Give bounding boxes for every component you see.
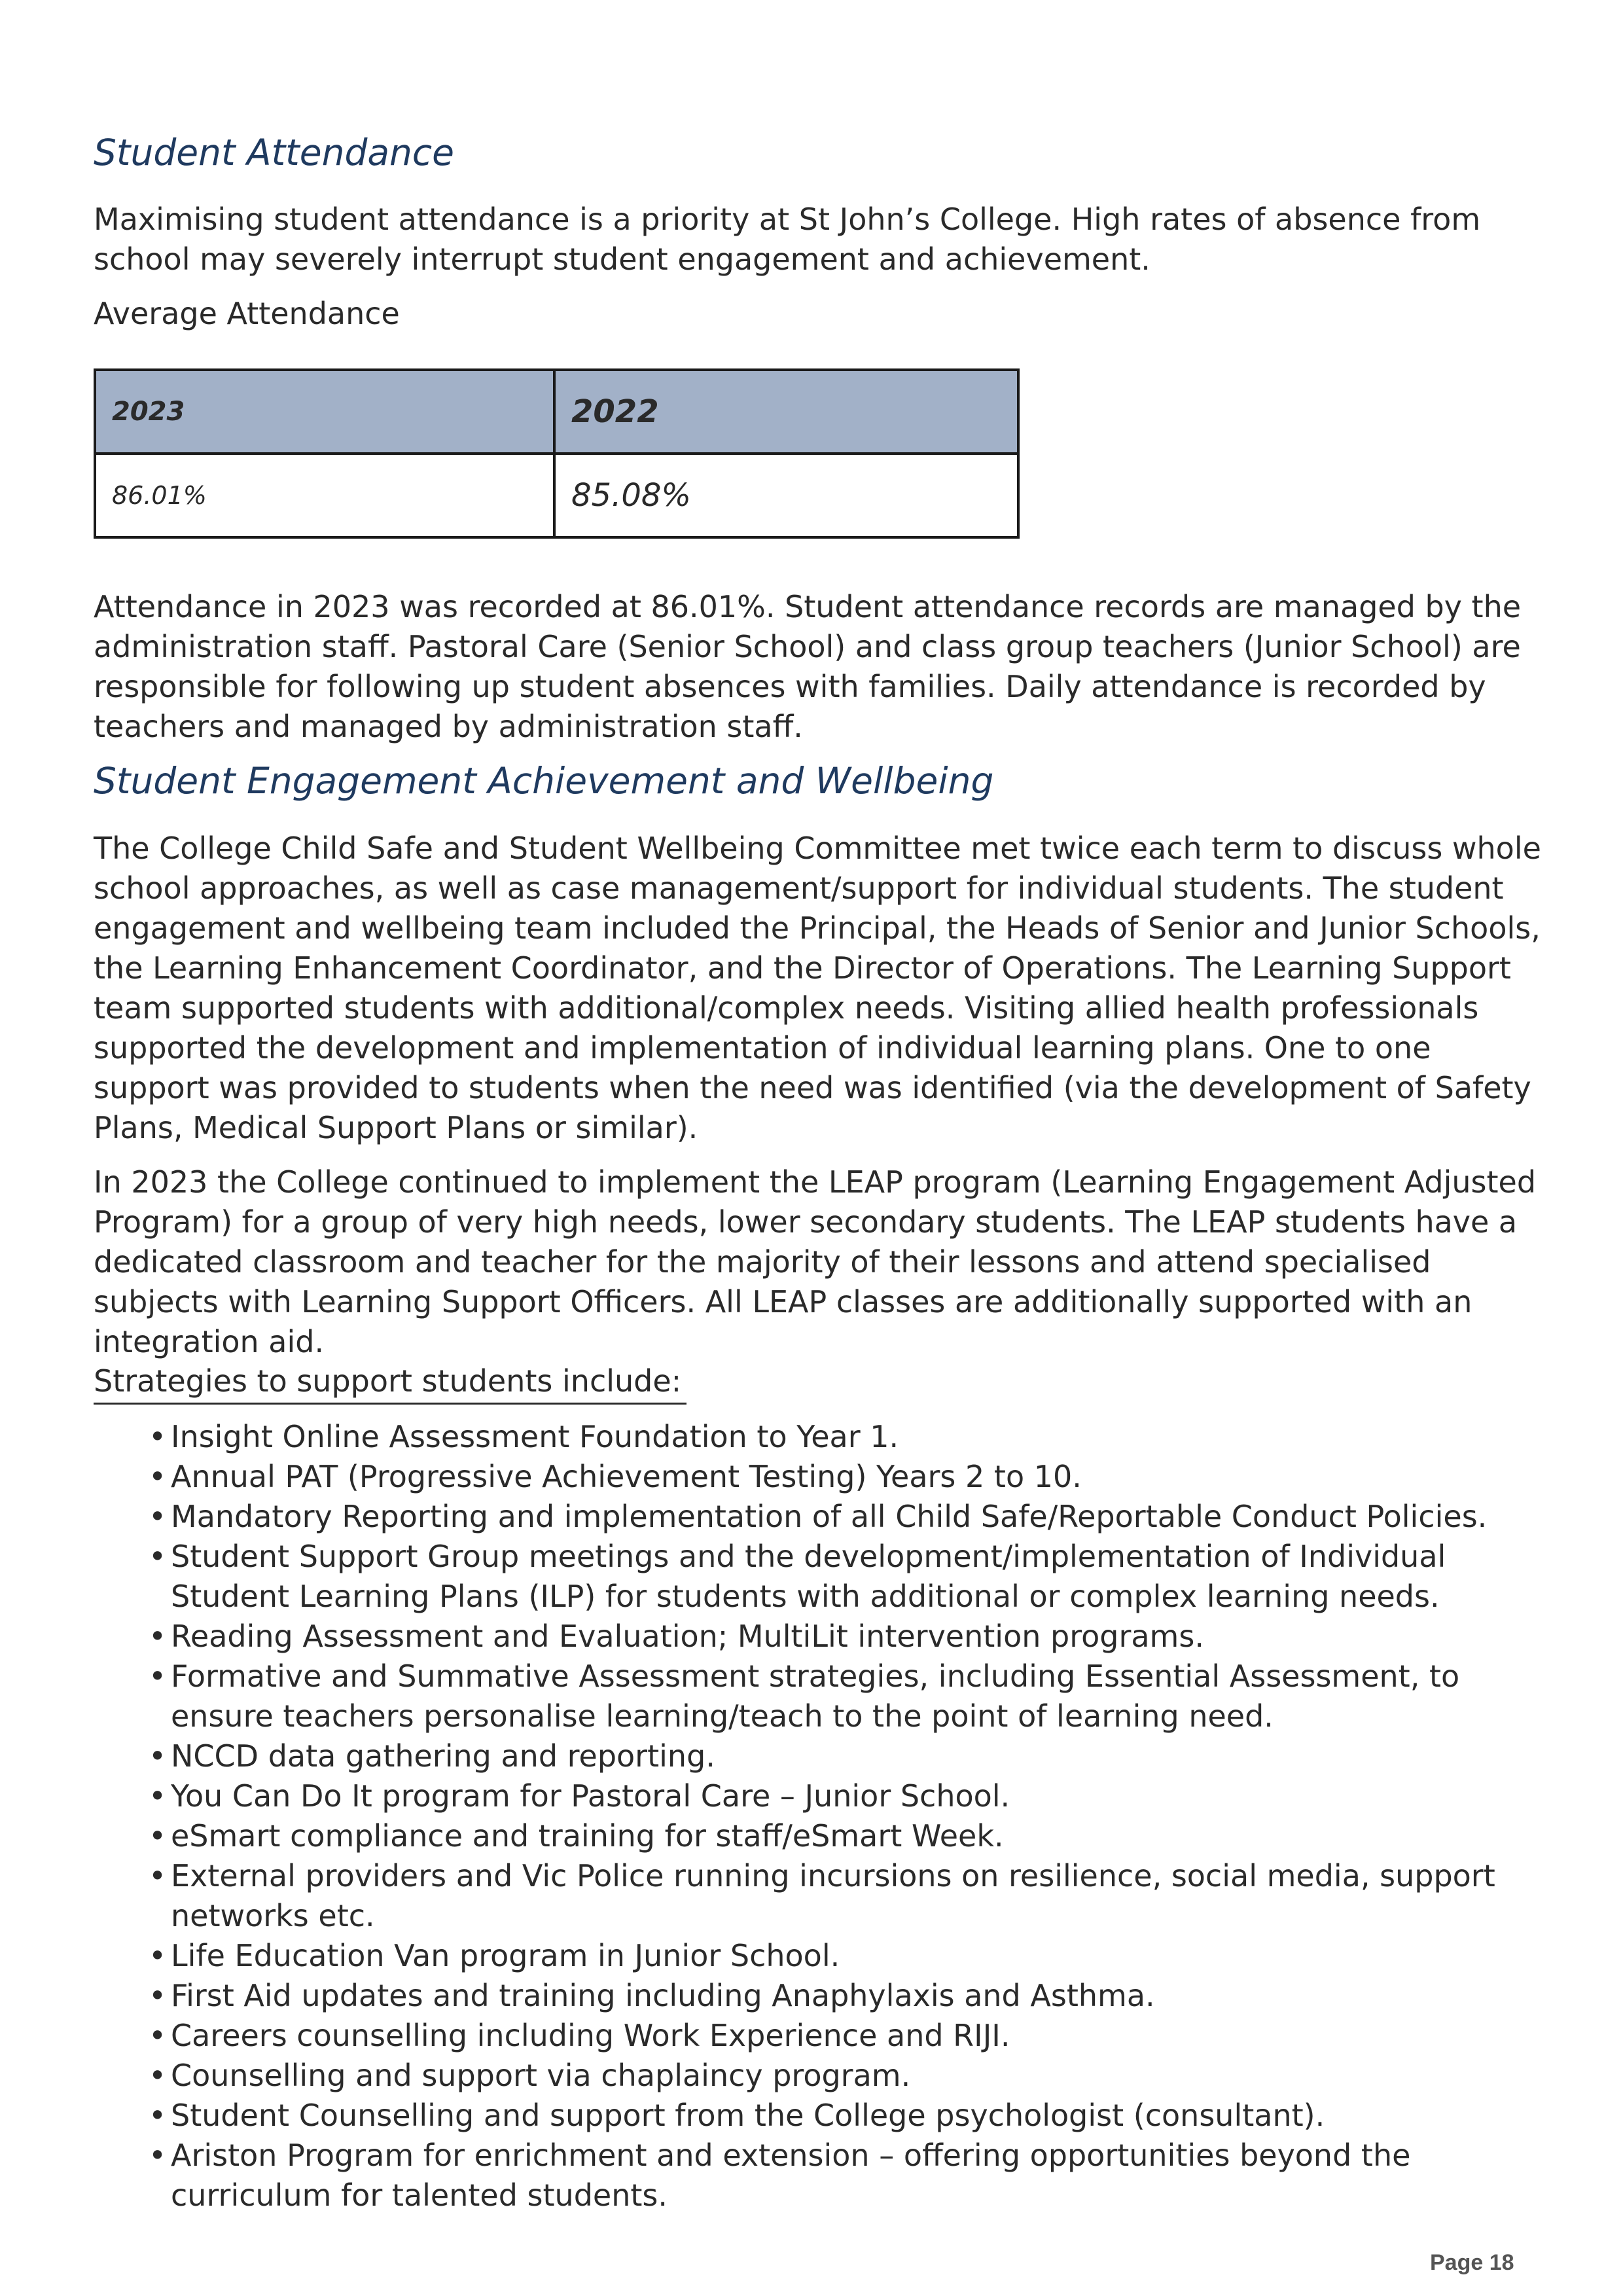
bullet-icon: • [149, 1659, 167, 1694]
attendance-table-value-row [95, 454, 1018, 537]
list-item [94, 2136, 1546, 2215]
list-item [94, 1497, 1546, 1537]
list-item-text: Mandatory Reporting and implementation of all Child Safe/Reportable Conduct Policies. [171, 1499, 1488, 1534]
bullet-icon: • [149, 1459, 167, 1494]
bullet-icon: • [149, 1419, 167, 1454]
bullet-icon: • [149, 1738, 167, 1774]
list-item-text: NCCD data gathering and reporting. [171, 1738, 715, 1774]
attendance-table-header-row [95, 370, 1018, 454]
strategies-list [94, 1417, 1546, 2215]
list-item-text: First Aid updates and training including Anaphylaxis and Asthma. [171, 1978, 1155, 2013]
attendance-value-2022: 85.08% [554, 454, 1018, 537]
attendance-table [94, 368, 1020, 539]
list-item-text: Annual PAT (Progressive Achievement Testing) Years 2 to 10. [171, 1459, 1082, 1494]
list-item [94, 1936, 1546, 1976]
list-item [94, 1457, 1546, 1497]
bullet-icon: • [149, 2058, 167, 2093]
engagement-paragraph-2: In 2023 the College continued to implement the LEAP program (Learning Engagement Adjusted Program) for a group of very high needs, lower secondary students. The LEAP students have a dedicated classroom and teacher for the majority of their lessons and attend specialised subjects with Learning Support Officers. All LEAP classes are additionally supported with an integration aid. [94, 1164, 1537, 1359]
list-item-text: Student Counselling and support from the College psychologist (consultant). [171, 2098, 1325, 2133]
bullet-icon: • [149, 1818, 167, 1854]
attendance-summary-paragraph: Attendance in 2023 was recorded at 86.01%. Student attendance records are managed by the administration staff. Pastoral Care (Senior School) and class group teachers (Junior School) are responsible for following up student absences with families. Daily attendance is recorded by teachers and managed by administration staff. [94, 589, 1522, 744]
list-item-text: Counselling and support via chaplaincy program. [171, 2058, 911, 2093]
bullet-icon: • [149, 2018, 167, 2053]
bullet-icon: • [149, 2098, 167, 2133]
average-attendance-label: Average Attendance [94, 296, 400, 331]
bullet-icon: • [149, 1499, 167, 1534]
attendance-intro-paragraph: Maximising student attendance is a priority at St John’s College. High rates of absence from school may severely interrupt student engagement and achievement. [94, 202, 1481, 277]
list-item-text: Reading Assessment and Evaluation; MultiLit intervention programs. [171, 1619, 1204, 1654]
list-item-text: Life Education Van program in Junior School. [171, 1938, 840, 1973]
section-title-attendance: Student Attendance [94, 132, 454, 173]
list-item [94, 1617, 1546, 1657]
list-item [94, 2016, 1546, 2056]
list-item-text: External providers and Vic Police running incursions on resilience, social media, support networks etc. [171, 1858, 1495, 1933]
bullet-icon: • [149, 1778, 167, 1814]
list-item-text: Formative and Summative Assessment strategies, including Essential Assessment, to ensure teachers personalise learning/teach to the point of learning need. [171, 1659, 1460, 1734]
bullet-icon: • [149, 2138, 167, 2173]
list-item [94, 1417, 1546, 1457]
list-item [94, 1856, 1546, 1936]
list-item [94, 1736, 1546, 1776]
list-item [94, 1657, 1546, 1736]
list-item [94, 1537, 1546, 1617]
list-item-text: Insight Online Assessment Foundation to Year 1. [171, 1419, 899, 1454]
list-item-text: Ariston Program for enrichment and extension – offering opportunities beyond the curriculum for talented students. [171, 2138, 1411, 2213]
attendance-header-2023: 2023 [95, 370, 554, 454]
list-item [94, 1816, 1546, 1856]
list-item [94, 2096, 1546, 2136]
attendance-header-2022: 2022 [554, 370, 1018, 454]
page-number: Page 18 [1430, 2250, 1514, 2275]
list-item-text: Student Support Group meetings and the development/implementation of Individual Student Learning Plans (ILP) for students with additional or complex learning needs. [171, 1539, 1446, 1614]
bullet-icon: • [149, 1978, 167, 2013]
engagement-paragraph-1: The College Child Safe and Student Wellbeing Committee met twice each term to discuss whole school approaches, as well as case management/support for individual students. The student engagement and wellbeing team included the Principal, the Heads of Senior and Junior Schools, the Learning Enhancement Coordinator, and the Director of Operations. The Learning Support team supported students with additional/complex needs. Visiting allied health professionals supported the development and implementation of individual learning plans. One to one support was provided to students when the need was identified (via the development of Safety Plans, Medical Support Plans or similar). [94, 831, 1541, 1145]
bullet-icon: • [149, 1858, 167, 1893]
bullet-icon: • [149, 1619, 167, 1654]
strategies-heading: Strategies to support students include: [94, 1361, 687, 1405]
list-item-text: Careers counselling including Work Experience and RIJI. [171, 2018, 1010, 2053]
list-item [94, 2056, 1546, 2096]
attendance-value-2023: 86.01% [95, 454, 554, 537]
bullet-icon: • [149, 1938, 167, 1973]
list-item [94, 1976, 1546, 2016]
bullet-icon: • [149, 1539, 167, 1574]
section-title-engagement: Student Engagement Achievement and Wellbeing [94, 760, 994, 802]
list-item-text: eSmart compliance and training for staff/eSmart Week. [171, 1818, 1004, 1854]
list-item [94, 1776, 1546, 1816]
list-item-text: You Can Do It program for Pastoral Care – Junior School. [171, 1778, 1010, 1814]
